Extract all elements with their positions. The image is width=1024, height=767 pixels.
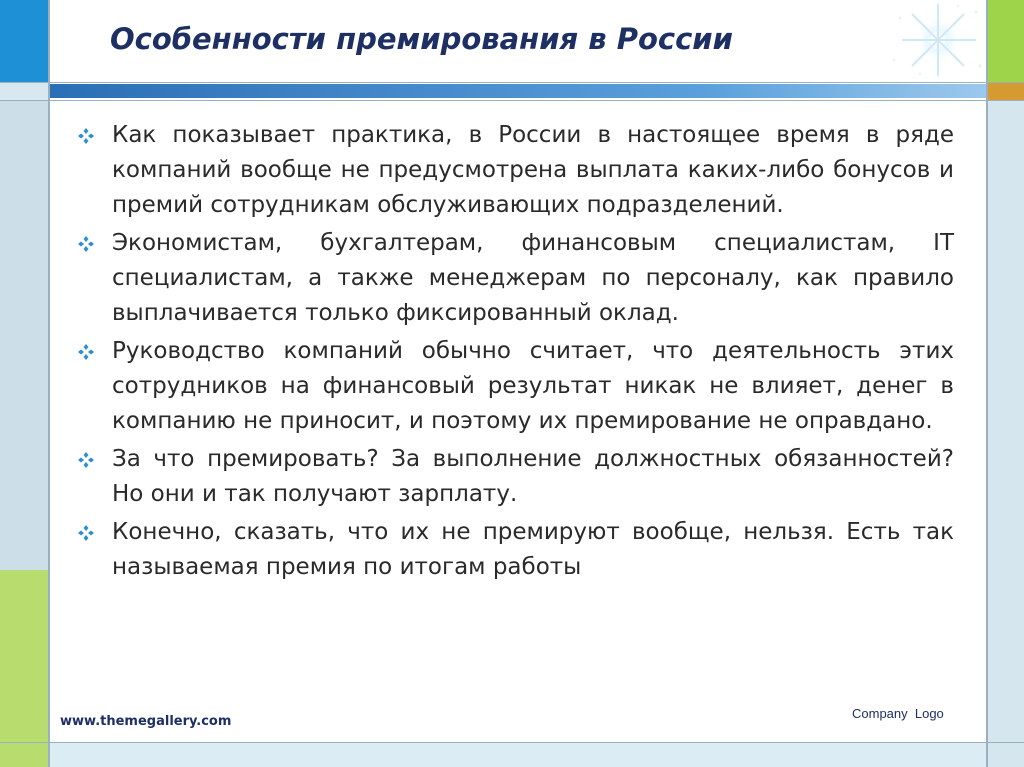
footer-url[interactable]: www.themegallery.com [60,714,232,729]
list-item [76,442,954,512]
left-panel [0,100,48,570]
header-bar [50,84,986,98]
list-item [76,118,954,223]
bullet-list [76,118,954,588]
corner-block-gold [988,82,1024,100]
corner-block-blue [0,0,48,82]
sparkle-icon [880,0,990,82]
divider-top [0,82,1024,83]
bullet-text: Конечно, сказать, что их не премируют вообще, нельзя. Есть так называемая премия по итогам работы [112,519,954,580]
bullet-text: Руководство компаний обычно считает, что деятельность этих сотрудников на финансовый результат никак не влияет, денег в компанию не приносит, и поэтому их премирование не оправдано. [112,338,954,434]
list-item [76,334,954,439]
diamond-bullet-icon [78,344,94,360]
bullet-text: Экономистам, бухгалтерам, финансовым специалистам, IT специалистам, а также менеджерам по персоналу, как правило выплачивается только фиксированный оклад. [112,230,954,326]
corner-block-green [988,0,1024,82]
right-panel [988,100,1024,767]
slide-title: Особенности премирования в России [110,22,733,56]
bottom-band [50,742,986,767]
diamond-bullet-icon [78,452,94,468]
company-logo: Company Logo [852,706,944,721]
diamond-bullet-icon [78,236,94,252]
corner-block-pale [0,82,48,100]
divider-bottom [0,742,1024,743]
left-panel-green [0,570,48,767]
divider-right [986,0,988,767]
diamond-bullet-icon [78,128,94,144]
bullet-text: За что премировать? За выполнение должностных обязанностей? Но они и так получают зарплату. [112,446,954,507]
divider-top-2 [0,100,1024,101]
bullet-text: Как показывает практика, в России в настоящее время в ряде компаний вообще не предусмотрена выплата каких-либо бонусов и премий сотрудникам обслуживающих подразделений. [112,122,954,218]
list-item [76,515,954,585]
divider-left [48,0,50,767]
diamond-bullet-icon [78,525,94,541]
list-item [76,226,954,331]
